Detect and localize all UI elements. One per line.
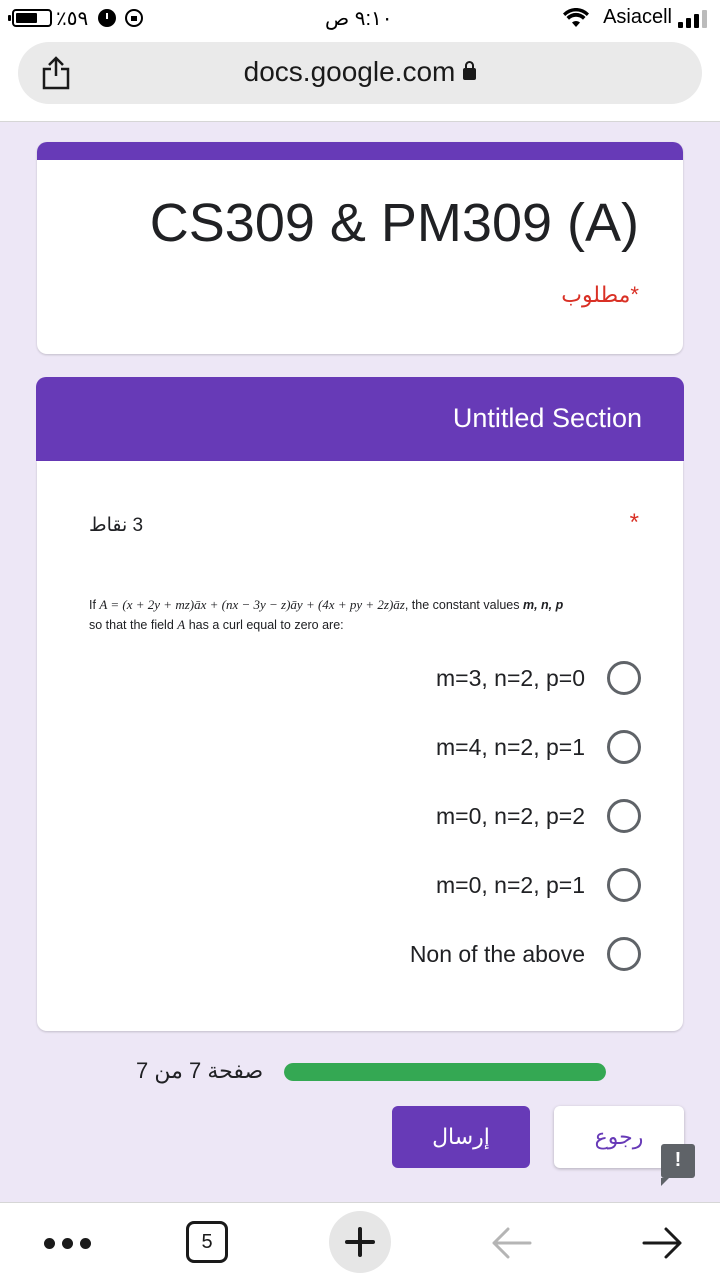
option-3[interactable] bbox=[436, 796, 641, 836]
option-label: Non of the above bbox=[409, 940, 585, 967]
option-2[interactable] bbox=[436, 727, 641, 767]
option-1[interactable] bbox=[436, 658, 641, 698]
radio-button[interactable] bbox=[607, 730, 641, 764]
question-points: 3 نقاط bbox=[89, 515, 144, 536]
form-header-card bbox=[37, 142, 683, 354]
option-4[interactable] bbox=[436, 865, 641, 905]
rotation-lock-icon bbox=[125, 9, 143, 27]
url-domain: docs.google.com bbox=[243, 56, 456, 87]
radio-button[interactable] bbox=[607, 799, 641, 833]
required-note: *مطلوب bbox=[561, 282, 639, 307]
new-tab-icon[interactable] bbox=[329, 1211, 391, 1273]
question-text-middle: , the constant values bbox=[404, 598, 523, 612]
status-time: ٩:١٠ ص bbox=[325, 8, 393, 30]
battery-icon bbox=[12, 9, 52, 27]
progress-bar bbox=[284, 1063, 606, 1081]
question-line2-suffix: has a curl equal to zero are: bbox=[185, 618, 344, 632]
more-icon[interactable] bbox=[44, 1238, 92, 1250]
alarm-icon bbox=[98, 9, 116, 27]
section-title: Untitled Section bbox=[452, 403, 642, 433]
progress-label: صفحة 7 من 7 bbox=[136, 1058, 264, 1083]
forward-arrow-icon[interactable] bbox=[640, 1221, 684, 1265]
required-star: * bbox=[629, 509, 639, 536]
question-math: A = (x + 2y + mz)āx + (nx − 3y − z)āy + (4x + py + 2z)āz bbox=[99, 597, 405, 612]
option-label: m=3, n=2, p=0 bbox=[436, 664, 585, 691]
form-title: CS309 & PM309 (A) bbox=[149, 193, 639, 253]
option-label: m=4, n=2, p=1 bbox=[436, 733, 585, 760]
back-button[interactable]: رجوع bbox=[554, 1106, 684, 1168]
question-vars: m, n, p bbox=[522, 598, 564, 612]
wifi-icon bbox=[563, 8, 589, 28]
accent-strip bbox=[37, 142, 683, 160]
section-header bbox=[36, 377, 684, 461]
question-field-symbol: A bbox=[177, 617, 186, 632]
status-bar bbox=[0, 0, 720, 38]
question-text bbox=[89, 595, 649, 635]
question-line2-prefix: so that the field bbox=[89, 618, 178, 632]
browser-toolbar bbox=[0, 1202, 720, 1280]
feedback-icon[interactable]: ! bbox=[661, 1144, 695, 1178]
url-text[interactable] bbox=[18, 56, 702, 88]
browser-address-area bbox=[0, 38, 720, 122]
question-card bbox=[37, 461, 683, 1031]
lock-icon bbox=[463, 68, 476, 80]
radio-button[interactable] bbox=[607, 868, 641, 902]
battery-percent: ٪٥٩ bbox=[56, 8, 89, 30]
signal-icon bbox=[678, 10, 708, 28]
back-arrow-icon[interactable] bbox=[490, 1221, 534, 1265]
carrier-name: Asiacell bbox=[603, 6, 672, 28]
submit-button[interactable]: إرسال bbox=[392, 1106, 530, 1168]
radio-button[interactable] bbox=[607, 661, 641, 695]
address-bar[interactable] bbox=[18, 42, 702, 104]
question-text-prefix: If bbox=[89, 598, 100, 612]
option-label: m=0, n=2, p=2 bbox=[436, 802, 585, 829]
radio-button[interactable] bbox=[607, 937, 641, 971]
option-label: m=0, n=2, p=1 bbox=[436, 871, 585, 898]
progress-fill bbox=[284, 1063, 606, 1081]
tabs-icon[interactable]: 5 bbox=[186, 1221, 228, 1263]
option-5[interactable] bbox=[410, 934, 641, 974]
